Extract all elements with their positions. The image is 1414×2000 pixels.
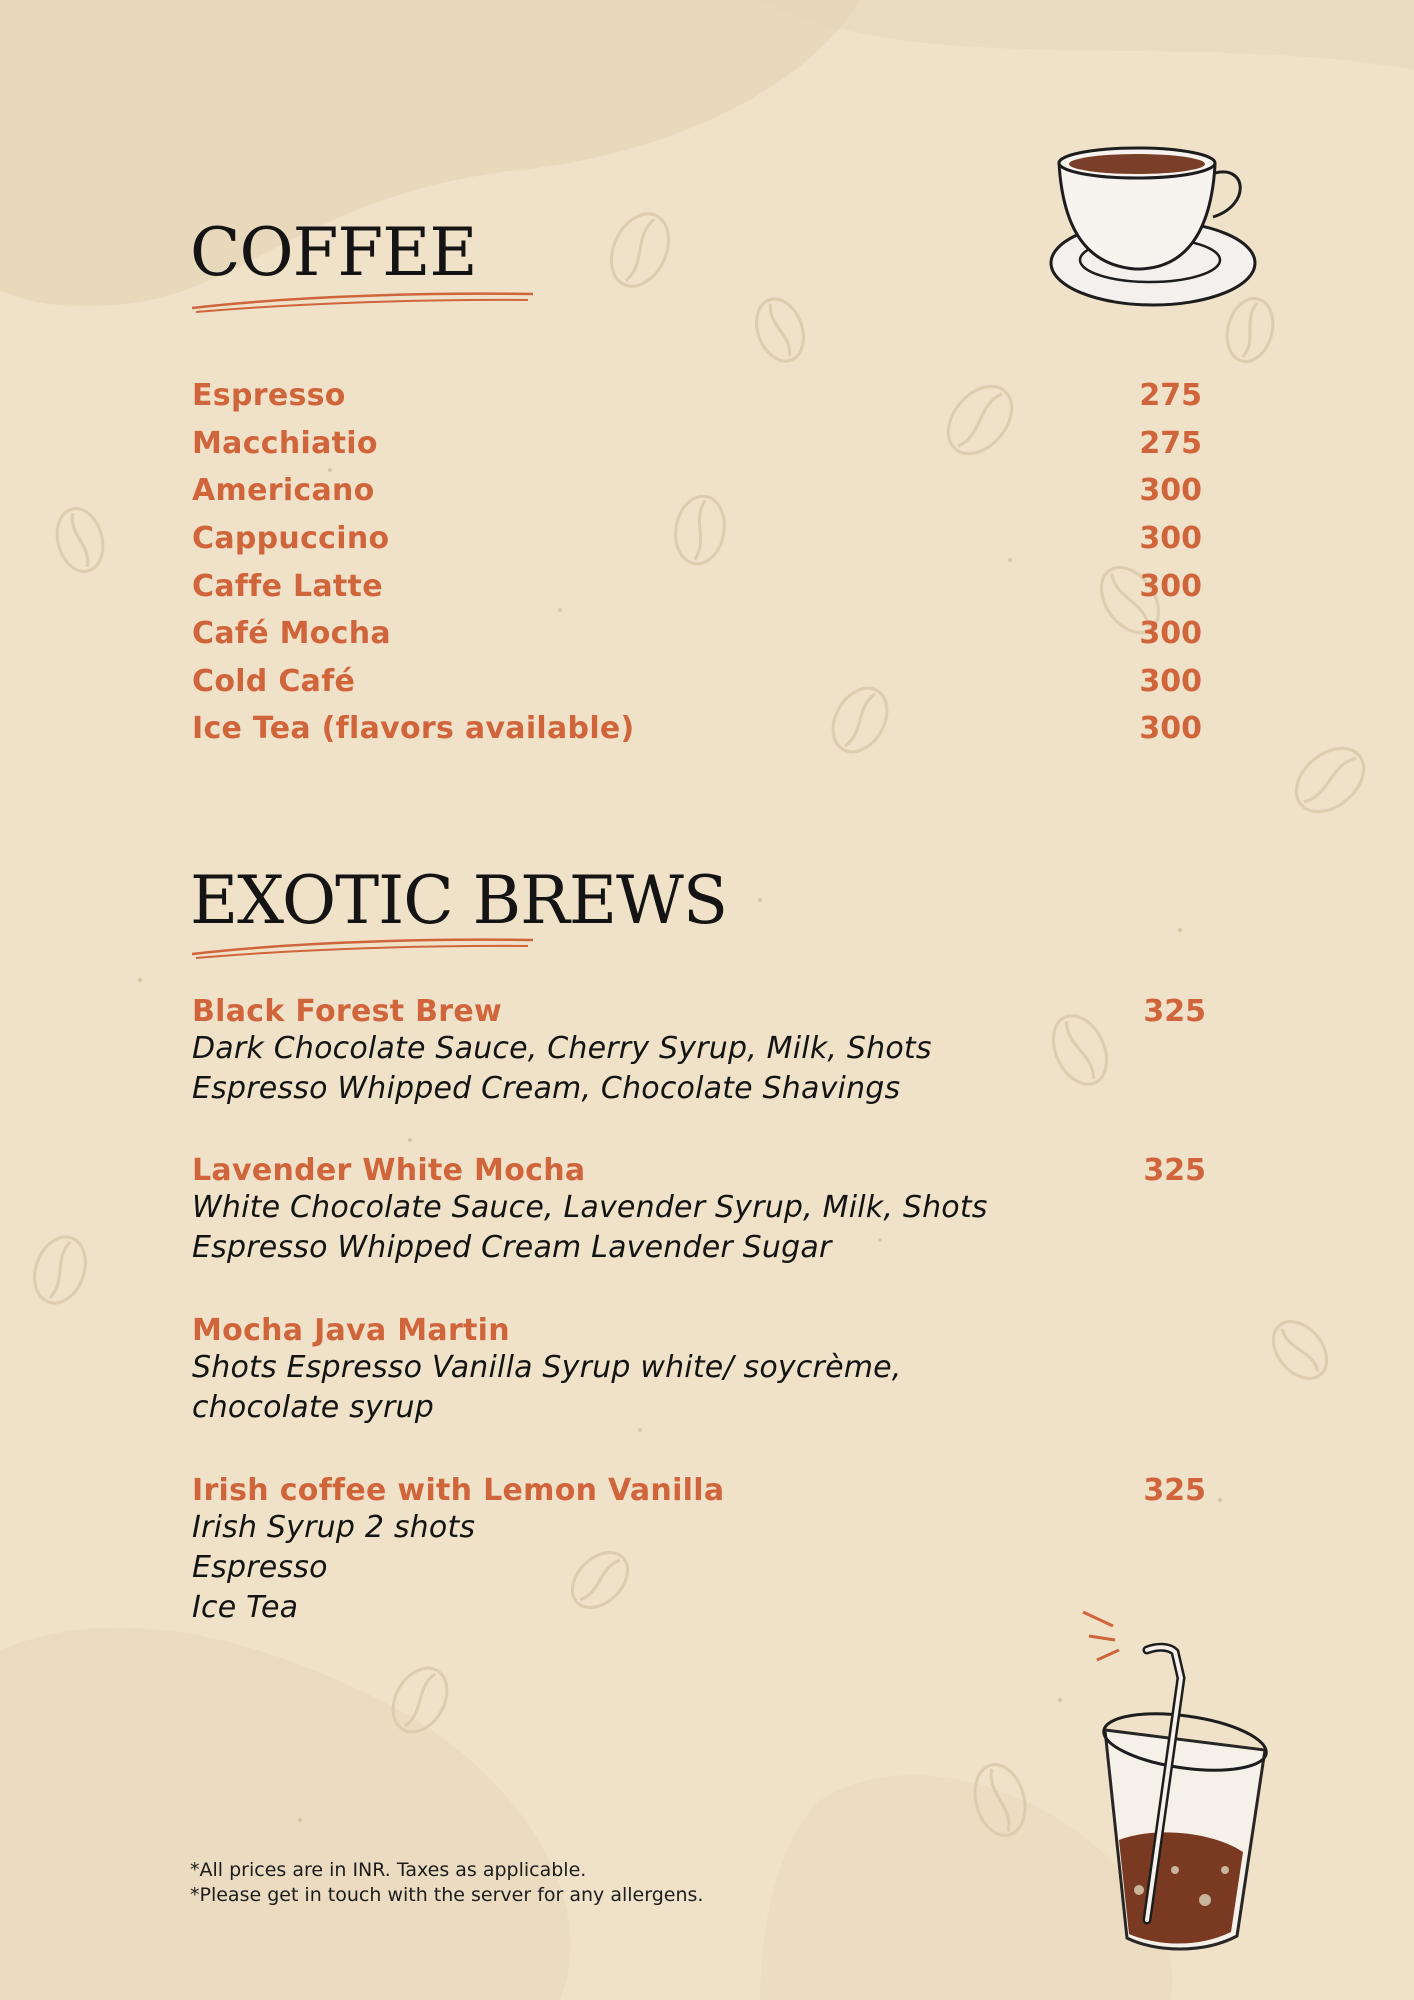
item-price: 300 — [1139, 616, 1202, 652]
brew-ingredients: Dark Chocolate Sauce, Cherry Syrup, Milk, Shots — [192, 1031, 932, 1066]
footnote-allergens: *Please get in touch with the server for any allergens. — [190, 1884, 704, 1906]
brew-ingredients: Ice Tea — [192, 1590, 299, 1625]
brew-item — [192, 994, 1206, 1109]
brew-name: Irish coffee with Lemon Vanilla — [192, 1473, 725, 1508]
brew-item — [192, 1153, 1206, 1268]
menu-item — [192, 705, 1202, 753]
menu-item — [192, 515, 1202, 563]
coffee-heading-underline — [188, 286, 538, 316]
brew-ingredients: Irish Syrup 2 shots — [192, 1510, 476, 1545]
brew-item — [192, 1473, 1206, 1628]
item-price: 300 — [1139, 663, 1202, 699]
brew-price: 325 — [1143, 1153, 1206, 1188]
brew-name: Black Forest Brew — [192, 994, 503, 1029]
item-name: Cold Café — [192, 663, 356, 699]
brew-price: 325 — [1143, 994, 1206, 1029]
brew-ingredients: Espresso — [192, 1550, 328, 1585]
item-price: 300 — [1139, 568, 1202, 604]
item-price: 300 — [1139, 711, 1202, 747]
coffee-cup-icon — [1035, 135, 1265, 320]
item-name: Americano — [192, 473, 375, 509]
brew-item — [192, 1313, 1206, 1428]
item-price: 300 — [1139, 521, 1202, 557]
menu-item — [192, 562, 1202, 610]
brew-name: Lavender White Mocha — [192, 1153, 586, 1188]
brew-ingredients: chocolate syrup — [192, 1390, 434, 1425]
item-name: Caffe Latte — [192, 568, 383, 604]
footnotes — [190, 1858, 703, 1908]
brew-ingredients: White Chocolate Sauce, Lavender Syrup, Milk, Shots — [192, 1190, 988, 1225]
brew-price: 325 — [1143, 1473, 1206, 1508]
item-price: 275 — [1139, 378, 1202, 414]
item-name: Cappuccino — [192, 521, 390, 557]
coffee-heading: COFFEE — [190, 214, 477, 291]
item-price: 300 — [1139, 473, 1202, 509]
iced-drink-icon — [1075, 1600, 1290, 1960]
coffee-menu-list — [192, 372, 1202, 753]
exotic-heading-underline — [188, 932, 538, 962]
exotic-brews-heading: EXOTIC BREWS — [190, 862, 728, 939]
item-name: Espresso — [192, 378, 346, 414]
item-price: 275 — [1139, 425, 1202, 461]
brew-ingredients: Espresso Whipped Cream Lavender Sugar — [192, 1230, 832, 1265]
menu-item — [192, 372, 1202, 420]
brew-name: Mocha Java Martin — [192, 1313, 510, 1348]
item-name: Ice Tea (flavors available) — [192, 711, 635, 747]
brew-ingredients: Espresso Whipped Cream, Chocolate Shavings — [192, 1071, 901, 1106]
item-name: Macchiatio — [192, 425, 378, 461]
footnote-prices: *All prices are in INR. Taxes as applicable. — [190, 1859, 587, 1881]
brew-ingredients: Shots Espresso Vanilla Syrup white/ soycrème, — [192, 1350, 902, 1385]
menu-item — [192, 467, 1202, 515]
menu-item — [192, 420, 1202, 468]
menu-item — [192, 658, 1202, 706]
item-name: Café Mocha — [192, 616, 391, 652]
menu-item — [192, 610, 1202, 658]
